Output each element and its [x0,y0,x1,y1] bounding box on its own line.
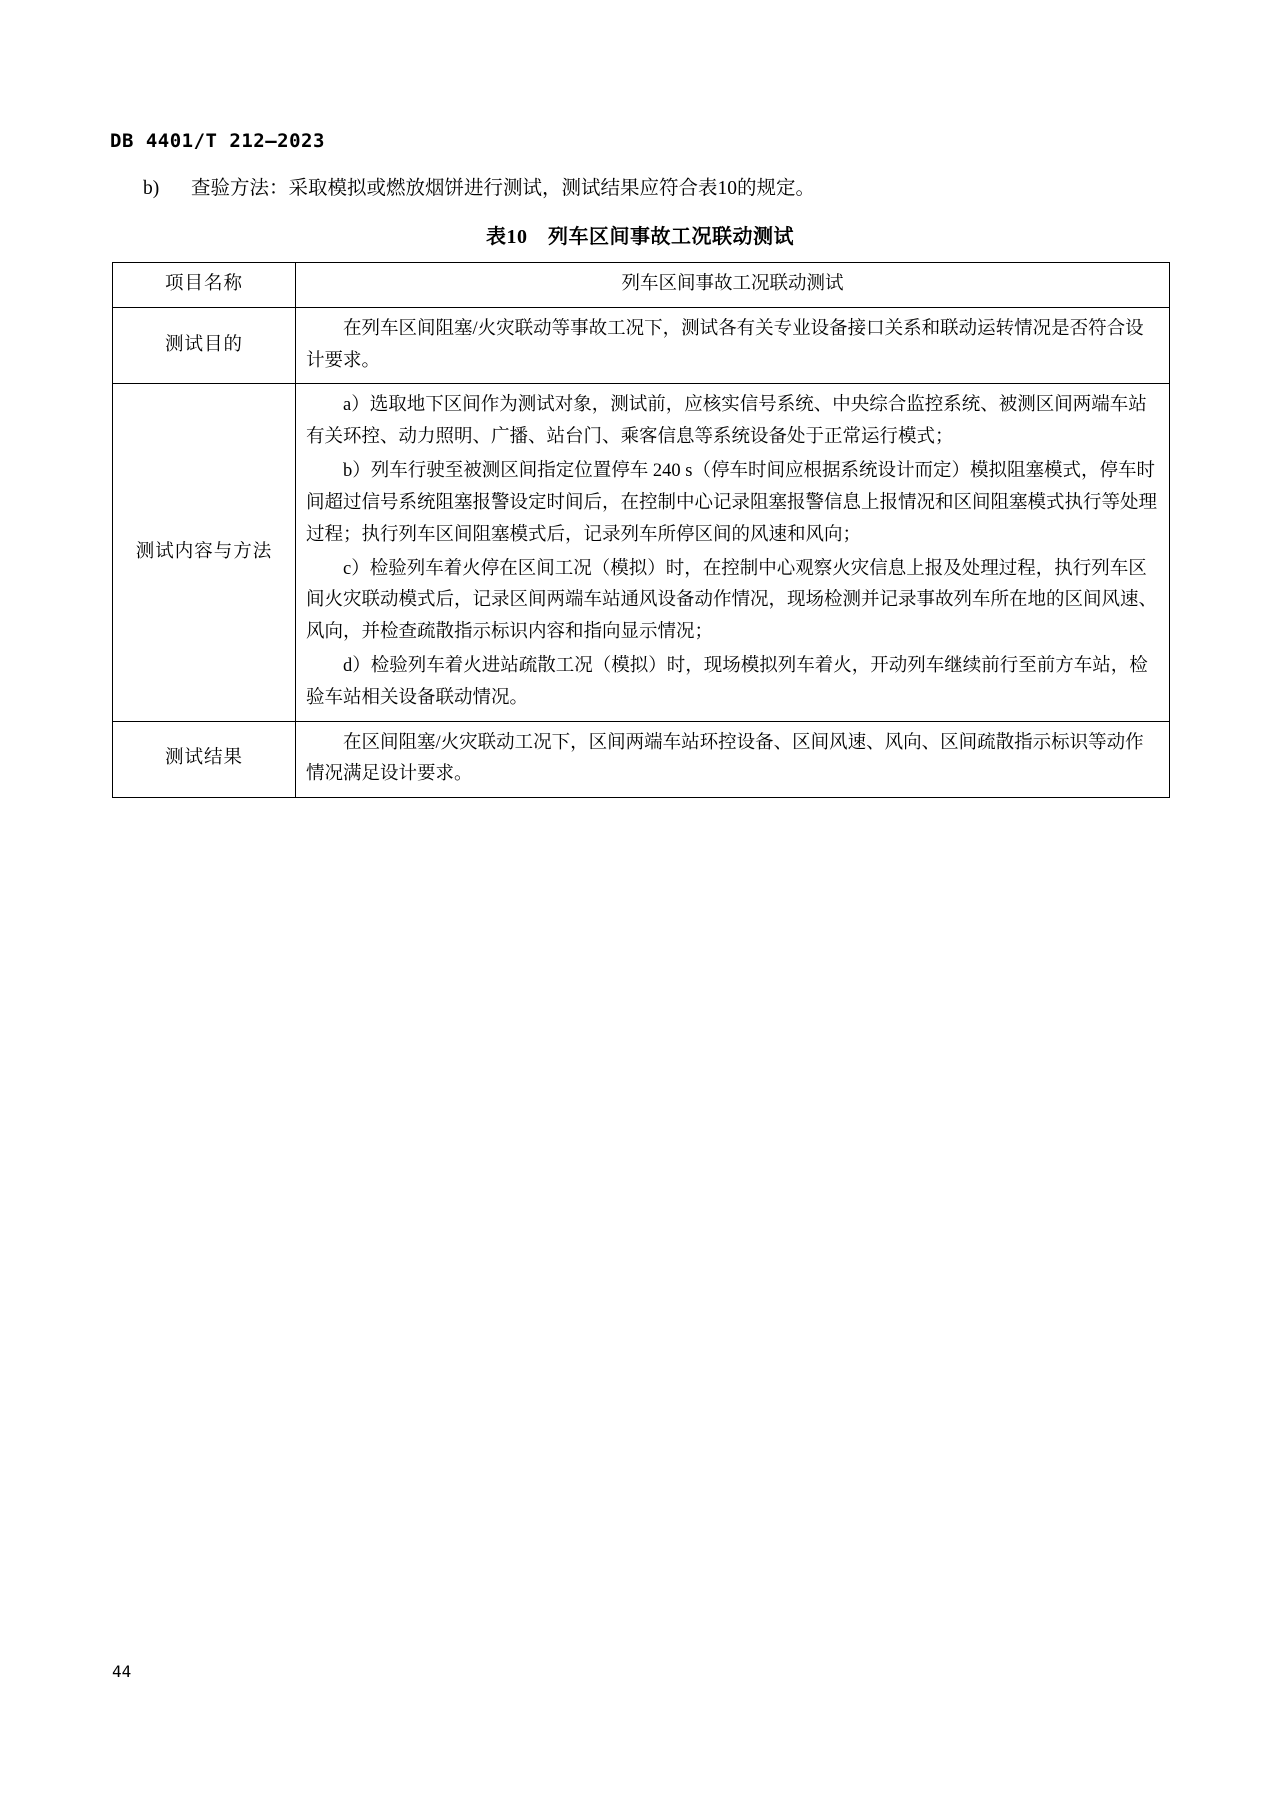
row-paragraph: d）检验列车着火进站疏散工况（模拟）时，现场模拟列车着火，开动列车继续前行至前方车站，检验车站相关设备联动情况。 [306,655,1148,708]
row-paragraph: 列车区间事故工况联动测试 [621,274,844,294]
row-label: 项目名称 [113,263,296,308]
table-row [113,384,1170,721]
table-row [113,307,1170,384]
clause-marker: b) [143,178,160,199]
row-value [296,384,1170,721]
row-paragraph: b）列车行驶至被测区间指定位置停车 240 s（停车时间应根据系统设计而定）模拟阻塞模式，停车时间超过信号系统阻塞报警设定时间后，在控制中心记录阻塞报警信息上报情况和区间阻塞模式执行等处理过程；执行列车区间阻塞模式后，记录列车所停区间的风速和风向； [306,461,1158,545]
row-paragraph: a）选取地下区间作为测试对象，测试前，应核实信号系统、中央综合监控系统、被测区间两端车站有关环控、动力照明、广播、站台门、乘客信息等系统设备处于正常运行模式； [306,395,1147,448]
row-value [296,263,1170,308]
row-paragraph: 在区间阻塞/火灾联动工况下，区间两端车站环控设备、区间风速、风向、区间疏散指示标识等动作情况满足设计要求。 [306,732,1144,785]
table-row [113,263,1170,308]
page-number: 44 [112,1662,132,1681]
table-caption: 表10 列车区间事故工况联动测试 [486,226,794,248]
page-header: DB 4401/T 212—2023 [110,130,325,152]
clause-text: 查验方法：采取模拟或燃放烟饼进行测试，测试结果应符合表10的规定。 [191,178,816,199]
row-paragraph: c）检验列车着火停在区间工况（模拟）时，在控制中心观察火灾信息上报及处理过程，执行列车区间火灾联动模式后，记录区间两端车站通风设备动作情况，现场检测并记录事故列车所在地的区间风速、风向，并检查疏散指示标识内容和指向显示情况； [306,558,1158,643]
row-label: 测试结果 [113,721,296,798]
test-spec-table [112,262,1170,798]
clause-b [143,173,1183,204]
row-label: 测试目的 [113,307,296,384]
table-row [113,721,1170,798]
row-paragraph: 在列车区间阻塞/火灾联动等事故工况下，测试各有关专业设备接口关系和联动运转情况是否符合设计要求。 [306,318,1144,371]
row-label: 测试内容与方法 [113,384,296,721]
row-value [296,307,1170,384]
row-value [296,721,1170,798]
